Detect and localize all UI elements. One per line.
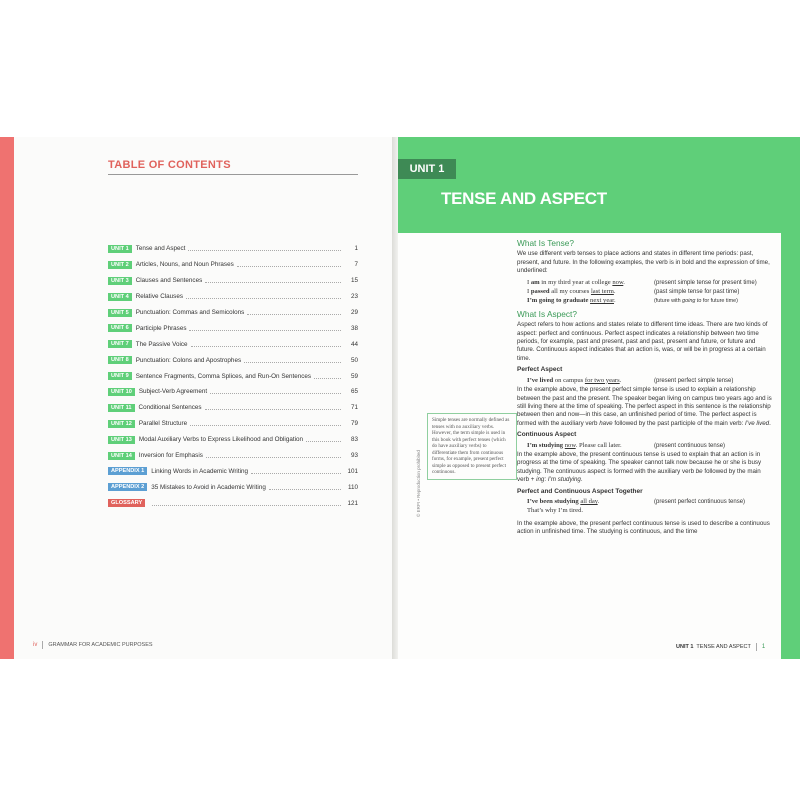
- example-text: on campus: [553, 376, 585, 384]
- example-text: .: [613, 288, 616, 296]
- example-sentence: [527, 279, 654, 287]
- example-text: I: [527, 297, 530, 305]
- example-sentence: [527, 498, 654, 506]
- right-page-footer: [676, 643, 765, 651]
- body-text: followed by the main verb +: [517, 467, 761, 484]
- example-row: [527, 507, 772, 515]
- example-note: (past simple tense for past time): [654, 289, 740, 296]
- toc-entry-title: Linking Words in Academic Writing: [151, 467, 248, 475]
- toc-entry-title: The Passive Voice: [135, 340, 188, 348]
- toc-entry-title: Subject-Verb Agreement: [138, 388, 208, 396]
- toc-unit-tag: APPENDIX 1: [108, 467, 147, 475]
- toc-page-number: 71: [350, 404, 358, 412]
- unit-tab: UNIT 1: [398, 159, 456, 179]
- toc-page-number: 121: [347, 499, 358, 507]
- body-text: followed by the past participle of the main verb:: [612, 419, 746, 427]
- toc-unit-tag: GLOSSARY: [108, 499, 145, 507]
- toc-unit-tag: UNIT 13: [108, 436, 135, 444]
- toc-page-number: 15: [350, 277, 358, 285]
- toc-entry-title: Tense and Aspect: [135, 245, 186, 253]
- body-text: :: [544, 476, 548, 484]
- example-text: I: [527, 288, 531, 296]
- note-text: for future time): [701, 298, 738, 305]
- toc-entry-title: Inversion for Emphasis: [138, 452, 203, 460]
- toc-unit-tag: UNIT 1: [108, 245, 132, 253]
- example-text: .: [614, 297, 616, 305]
- toc-entry-title: Sentence Fragments, Comma Splices, and Run-On Sentences: [135, 372, 312, 380]
- toc-entry-title: Conditional Sentences: [138, 404, 202, 412]
- sidenote-box: Simple tenses are normally defined as tenses with no auxiliary verbs. However, the term simple is used in this book with perfect tenses (which do have auxiliary verbs) to differentiate them from continuous forms, for example, present perfect simple as opposed to present perfect continuous.: [427, 413, 517, 480]
- toc-page-number: 83: [350, 436, 358, 444]
- example-time-expression: next year: [590, 297, 615, 305]
- example-row: [527, 288, 772, 296]
- example-row: [527, 442, 772, 450]
- tense-intro: We use different verb tenses to place actions and states in different time periods: past, present, and future. In the following examples, the verb is in bold and the expression of time, underlined:: [517, 250, 770, 275]
- example-verb: am: [530, 278, 540, 286]
- toc-unit-tag: UNIT 8: [108, 356, 132, 364]
- toc-entry-title: Relative Clauses: [135, 293, 183, 301]
- note-text: (future with: [654, 298, 683, 305]
- toc-entry-title: Punctuation: Colons and Apostrophes: [135, 356, 242, 364]
- toc-page-number: 79: [350, 420, 358, 428]
- toc-page-number: 1: [354, 245, 358, 253]
- example-time-expression: now: [564, 441, 576, 449]
- left-footer-title: GRAMMAR FOR ACADEMIC PURPOSES: [48, 642, 153, 648]
- continuous-aspect-text: [517, 451, 772, 485]
- body-text: be: [695, 467, 703, 475]
- toc-page-number: 29: [350, 309, 358, 316]
- toc-unit-tag: UNIT 12: [108, 420, 135, 428]
- body-text: I’m studying: [547, 476, 581, 484]
- perfect-aspect-text: [517, 386, 772, 428]
- example-time-expression: last term: [590, 288, 614, 296]
- toc-page-number: 101: [347, 467, 358, 475]
- example-row: [527, 297, 772, 305]
- example-verb: ’m going to graduate: [529, 297, 589, 305]
- toc-unit-tag: UNIT 14: [108, 452, 135, 460]
- example-note: [654, 297, 772, 305]
- example-note: (present simple tense for present time): [654, 279, 757, 286]
- toc-title: TABLE OF CONTENTS: [108, 159, 231, 171]
- toc-unit-tag: UNIT 7: [108, 340, 132, 348]
- example-sentence: [527, 288, 654, 296]
- example-verb: I’ve been studying: [527, 497, 579, 505]
- right-page-number: 1: [761, 644, 766, 650]
- example-text: all my courses: [549, 288, 591, 296]
- right-page-overlay: [0, 137, 800, 659]
- body-text: In the example above, the present perfect simple tense is used to explain a relationship between the past and the present. The speaker began living on campus two years ago and is still living there at the time of speaking. The perfect aspect in this sentence is the relationship between then and now—in this case, an unfinished period of time. The perfect aspect is formed with the auxiliary verb: [517, 386, 772, 427]
- subheading-perfect-aspect: Perfect Aspect: [517, 366, 563, 374]
- example-row: [527, 279, 772, 287]
- toc-unit-tag: UNIT 11: [108, 404, 135, 412]
- unit-banner: [398, 137, 781, 233]
- toc-entry-title: Punctuation: Commas and Semicolons: [135, 309, 245, 316]
- toc-unit-tag: UNIT 3: [108, 277, 132, 285]
- toc-entry-title: Modal Auxiliary Verbs to Express Likelihood and Obligation: [138, 436, 303, 444]
- toc-unit-tag: UNIT 2: [108, 261, 132, 269]
- example-sentence: [527, 377, 654, 385]
- toc-entry-title: Articles, Nouns, and Noun Phrases: [135, 261, 234, 269]
- body-text: In the example above, the present continuous tense is used to explain that an action is in progress at the time of speaking. The speaker cannot talk now because he or she is busy studying. The continuous aspect is formed with the auxiliary verb: [517, 450, 762, 475]
- example-time-expression: all day: [580, 497, 598, 505]
- example-time-expression: for two years: [584, 376, 620, 384]
- toc-unit-tag: APPENDIX 2: [108, 483, 147, 491]
- perfect-continuous-text: In the example above, the present perfect continuous tense is used to describe a continuous action in unfinished time. The studying is continuous, and the time: [517, 519, 770, 536]
- subheading-continuous-aspect: Continuous Aspect: [517, 431, 577, 439]
- example-verb: passed: [530, 288, 550, 296]
- subheading-perfect-continuous: Perfect and Continuous Aspect Together: [517, 487, 643, 495]
- example-text: I: [527, 278, 531, 286]
- toc-unit-tag: UNIT 5: [108, 309, 132, 317]
- toc-page-number: 110: [347, 483, 358, 491]
- body-text: ing: [536, 476, 545, 484]
- example-sentence: That’s why I’m tired.: [527, 507, 584, 515]
- example-time-expression: now: [612, 278, 624, 286]
- footer-unit-label: UNIT 1: [676, 644, 694, 650]
- example-text: .: [623, 278, 625, 286]
- toc-page-number: 44: [350, 340, 358, 348]
- example-sentence: [527, 442, 654, 450]
- toc-page-number: 65: [350, 388, 358, 396]
- example-text: in my third year at college: [539, 278, 613, 286]
- section-heading-tense: What Is Tense?: [517, 238, 575, 248]
- body-text: I’ve lived: [745, 419, 770, 427]
- toc-entry-title: Participle Phrases: [135, 324, 187, 332]
- example-note: (present perfect simple tense): [654, 377, 734, 384]
- body-text: .: [769, 419, 771, 427]
- toc-page-number: 59: [350, 372, 358, 380]
- example-note: (present perfect continuous tense): [654, 498, 746, 505]
- note-text: going to: [682, 298, 702, 305]
- toc-unit-tag: UNIT 6: [108, 324, 132, 332]
- toc-unit-tag: UNIT 10: [108, 388, 135, 396]
- footer-divider: [756, 643, 757, 651]
- example-text: .: [597, 497, 600, 505]
- body-text: have: [599, 419, 613, 427]
- example-row: [527, 498, 772, 506]
- example-note: (present continuous tense): [654, 442, 726, 449]
- toc-entry-title: Clauses and Sentences: [135, 277, 203, 285]
- copyright-note: © ERPI • Reproduction prohibited: [416, 450, 421, 517]
- example-text: .: [619, 376, 622, 384]
- toc-unit-tag: UNIT 9: [108, 372, 132, 380]
- toc-page-number: 23: [350, 293, 358, 301]
- example-sentence: [527, 297, 654, 305]
- left-page-number: iv: [33, 642, 38, 648]
- example-row: [527, 377, 772, 385]
- toc-unit-tag: UNIT 4: [108, 293, 132, 301]
- toc-page-number: 7: [354, 261, 358, 269]
- unit-title: TENSE AND ASPECT: [441, 189, 607, 208]
- footer-unit-title: TENSE AND ASPECT: [696, 644, 751, 650]
- body-text: .: [580, 476, 583, 484]
- unit-content: [517, 237, 772, 540]
- example-verb: I’ve lived: [527, 376, 554, 384]
- toc-entry-title: Parallel Structure: [138, 420, 188, 428]
- toc-page-number: 93: [350, 452, 358, 460]
- toc-page-number: 38: [350, 324, 358, 332]
- section-heading-aspect: What Is Aspect?: [517, 308, 577, 319]
- toc-page-number: 50: [350, 356, 358, 364]
- example-text: . Please call later.: [575, 441, 622, 449]
- example-verb: I’m studying: [527, 441, 564, 449]
- aspect-intro: Aspect refers to how actions and states relate to different time ideas. There are two kinds of aspect: perfect and continuous. Perfect aspect indicates a relationship between two time periods, for example, past and present, past and past, present and future, or future and future. Continuous aspect indicates that an action is, was, or will be in progress at a certain time.: [517, 321, 768, 362]
- toc-entry-title: 35 Mistakes to Avoid in Academic Writing: [151, 483, 266, 491]
